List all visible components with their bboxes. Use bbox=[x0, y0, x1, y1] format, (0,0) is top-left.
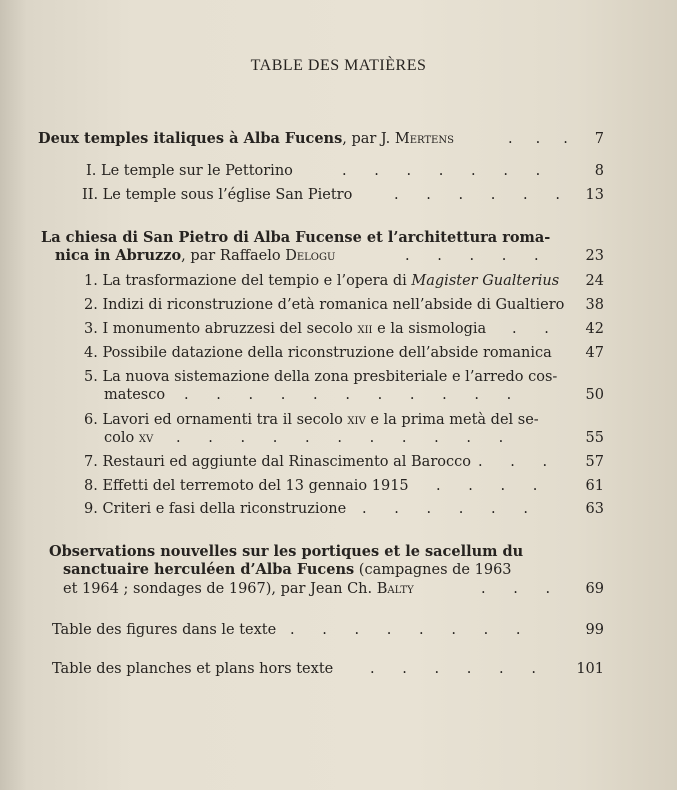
page-number: 42 bbox=[585, 321, 604, 337]
item-label: 2. Indizi di riconstruzione d’età romanica nell’abside di Gualtiero bbox=[84, 297, 565, 313]
leader-dots: . . . bbox=[478, 454, 548, 470]
item-label-century: xii bbox=[357, 321, 373, 337]
page-number: 38 bbox=[585, 297, 604, 313]
toc-item bbox=[86, 162, 604, 180]
entry-title: sanctuaire herculéen d’Alba Fucens bbox=[63, 561, 355, 578]
toc-item bbox=[84, 344, 604, 362]
leader-dots: . . . . . . bbox=[362, 501, 528, 517]
item-label-century: xiv bbox=[347, 412, 366, 428]
page-number: 8 bbox=[594, 163, 604, 179]
toc-item bbox=[84, 296, 604, 314]
item-label: 5. La nuova sistemazione della zona presbiteriale e l’arredo cos- bbox=[84, 369, 558, 385]
leader-dots: . . . . . . . . bbox=[290, 622, 521, 638]
toc-item bbox=[82, 186, 604, 204]
toc-entry-delogu-line1: La chiesa di San Pietro di Alba Fucense et l’architettura roma- bbox=[41, 229, 551, 246]
item-label-italic: Magister Gualterius bbox=[411, 273, 560, 289]
page-number: 99 bbox=[585, 622, 604, 638]
entry-byline: , par J. bbox=[342, 131, 395, 147]
item-label: 1. La trasformazione del tempio e l’opera di bbox=[84, 273, 412, 289]
entry-label: Table des figures dans le texte bbox=[52, 622, 277, 638]
item-label-cont: matesco bbox=[104, 387, 166, 403]
page-number: 63 bbox=[585, 501, 604, 517]
page-number: 101 bbox=[576, 661, 604, 677]
leader-dots: . . bbox=[512, 321, 549, 337]
toc-entry-figures bbox=[52, 621, 604, 639]
item-label-rest: e la sismologia bbox=[372, 321, 487, 337]
toc-item bbox=[84, 500, 604, 518]
item-label: II. Le temple sous l’église San Pietro bbox=[82, 187, 353, 203]
page-number: 69 bbox=[585, 581, 604, 597]
leader-dots: . . . . . bbox=[405, 248, 539, 264]
toc-entry-delogu bbox=[55, 247, 604, 265]
entry-author: Mertens bbox=[394, 131, 454, 147]
entry-subtitle: (campagnes de 1963 bbox=[354, 562, 512, 578]
page-number: 23 bbox=[585, 248, 604, 264]
leader-dots: . . . bbox=[508, 131, 568, 147]
entry-title: nica in Abruzzo bbox=[55, 247, 182, 264]
item-label: 3. I monumento abruzzesi del secolo bbox=[84, 321, 358, 337]
toc-item bbox=[84, 272, 604, 290]
toc-item-continuation bbox=[104, 429, 604, 447]
item-label: I. Le temple sur le Pettorino bbox=[86, 163, 293, 179]
page-number: 13 bbox=[585, 187, 604, 203]
item-label: 8. Effetti del terremoto del 13 gennaio 1915 bbox=[84, 478, 409, 494]
item-label-rest: e la prima metà del se- bbox=[365, 412, 539, 428]
entry-label: Table des planches et plans hors texte bbox=[52, 661, 334, 677]
item-label-century: xv bbox=[138, 430, 154, 446]
leader-dots: . . . . bbox=[436, 478, 538, 494]
toc-item bbox=[84, 320, 604, 338]
entry-author: Balty bbox=[376, 581, 414, 597]
leader-dots: . . . . . . bbox=[370, 661, 536, 677]
entry-author: Delogu bbox=[285, 248, 336, 264]
leader-dots: . . . . . . . . . . . bbox=[176, 430, 504, 446]
page-number: 57 bbox=[585, 454, 604, 470]
page-number: 55 bbox=[585, 430, 604, 446]
toc-entry-mertens bbox=[38, 130, 604, 148]
leader-dots: . . . bbox=[481, 581, 551, 597]
toc-entry-balty bbox=[63, 580, 604, 598]
page-number: 7 bbox=[594, 131, 604, 147]
entry-byline: , par Raffaelo bbox=[181, 248, 286, 264]
toc-item bbox=[84, 368, 604, 386]
item-label: 7. Restauri ed aggiunte dal Rinascimento al Barocco bbox=[84, 454, 471, 470]
leader-dots: . . . . . . . bbox=[342, 163, 541, 179]
toc-item bbox=[84, 411, 604, 429]
toc-entry-balty-line1: Observations nouvelles sur les portiques et le sacellum du bbox=[49, 543, 524, 560]
leader-dots: . . . . . . bbox=[394, 187, 560, 203]
toc-item-continuation bbox=[104, 386, 604, 404]
toc-item bbox=[84, 477, 604, 495]
page-number: 50 bbox=[585, 387, 604, 403]
item-label: 6. Lavori ed ornamenti tra il secolo bbox=[84, 412, 348, 428]
item-label: 9. Criteri e fasi della riconstruzione bbox=[84, 501, 347, 517]
item-label: 4. Possibile datazione della riconstruzione dell’abside romanica bbox=[84, 345, 552, 361]
page-number: 24 bbox=[585, 273, 604, 289]
item-label-cont: colo bbox=[104, 430, 139, 446]
toc-entry-planches bbox=[52, 660, 604, 678]
entry-byline: et 1964 ; sondages de 1967), par Jean Ch. bbox=[63, 581, 377, 597]
page-number: 61 bbox=[585, 478, 604, 494]
leader-dots: . . . . . . . . . . . bbox=[184, 387, 512, 403]
page-number: 47 bbox=[585, 345, 604, 361]
toc-entry-balty-line2 bbox=[63, 561, 512, 579]
page-title: TABLE DES MATIÈRES bbox=[250, 57, 427, 74]
entry-title: Deux temples italiques à Alba Fucens bbox=[38, 130, 343, 147]
toc-item bbox=[84, 453, 604, 471]
